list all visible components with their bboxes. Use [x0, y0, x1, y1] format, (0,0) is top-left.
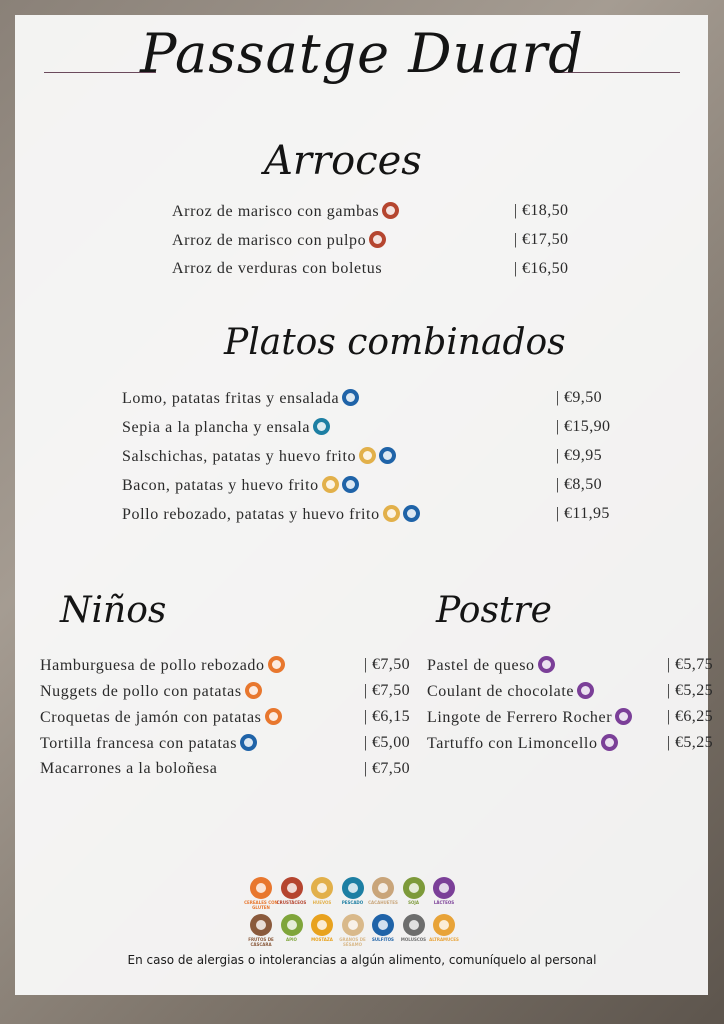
lacteos-allergen-icon	[538, 656, 555, 673]
mostaza-legend-icon	[311, 914, 333, 936]
moluscos-legend-icon	[403, 914, 425, 936]
postre-item-price: | €5,25	[667, 734, 714, 751]
sulfitos-allergen-icon	[342, 389, 359, 406]
apio-legend-icon	[281, 914, 303, 936]
section-title-postre: Postre	[436, 590, 552, 631]
dish-label: Arroz de marisco con pulpo	[172, 232, 367, 249]
altramuces-legend-label: ALTRAMUCES	[429, 937, 459, 942]
gluten-legend-icon	[250, 877, 272, 899]
mostaza-legend-label: MOSTAZA	[311, 937, 333, 942]
huevos-allergen-icon	[359, 447, 376, 464]
ninos-item-price: | €7,50	[364, 682, 411, 699]
altramuces-legend-icon	[433, 914, 455, 936]
ninos-item-price: | €6,15	[364, 708, 411, 725]
ninos-item-price: | €7,50	[364, 656, 411, 673]
dish-label: Tartuffo con Limoncello	[427, 735, 598, 752]
sulfitos-allergen-icon	[403, 505, 420, 522]
postre-item-price: | €6,25	[667, 708, 714, 725]
lacteos-allergen-icon	[615, 708, 632, 725]
ninos-item-price: | €7,50	[364, 760, 411, 777]
apio-legend-label: APIO	[286, 937, 297, 942]
platos-item-price: | €9,95	[556, 447, 603, 464]
dish-label: Lomo, patatas fritas y ensalada	[122, 390, 340, 407]
platos-item-price: | €9,50	[556, 389, 603, 406]
gluten-allergen-icon	[265, 708, 282, 725]
lacteos-allergen-icon	[577, 682, 594, 699]
platos-item-price: | €15,90	[556, 418, 611, 435]
soja-legend-icon	[403, 877, 425, 899]
dish-label: Pastel de queso	[427, 657, 535, 674]
dish-label: Croquetas de jamón con patatas	[40, 709, 262, 726]
dish-label: Sepia a la plancha y ensala	[122, 419, 311, 436]
dish-label: Coulant de chocolate	[427, 683, 575, 700]
platos-item-price: | €11,95	[556, 505, 610, 522]
ninos-item-name	[40, 656, 285, 675]
ninos-item-price: | €5,00	[364, 734, 411, 751]
huevos-allergen-icon	[322, 476, 339, 493]
arroces-item-name	[172, 231, 386, 250]
sesamo-legend-label: GRANOS DE SÉSAMO	[339, 937, 366, 947]
dish-label: Lingote de Ferrero Rocher	[427, 709, 613, 726]
sesamo-legend-icon	[342, 914, 364, 936]
crustaceos-legend-icon	[281, 877, 303, 899]
dish-label: Macarrones a la boloñesa	[40, 760, 218, 777]
platos-item-name	[122, 418, 330, 437]
dish-label: Salschichas, patatas y huevo frito	[122, 448, 357, 465]
platos-item-name	[122, 476, 359, 495]
huevos-legend-label: HUEVOS	[312, 900, 332, 905]
pescado-legend-label: PESCADO	[341, 900, 364, 905]
postre-item-name	[427, 734, 618, 753]
sulfitos-allergen-icon	[342, 476, 359, 493]
sulfitos-allergen-icon	[379, 447, 396, 464]
crustaceos-allergen-icon	[369, 231, 386, 248]
dish-label: Hamburguesa de pollo rebozado	[40, 657, 265, 674]
pescado-allergen-icon	[313, 418, 330, 435]
platos-item-name	[122, 447, 396, 466]
crustaceos-legend-label: CRUSTÁCEOS	[276, 900, 307, 905]
arroces-item-price: | €17,50	[514, 231, 569, 248]
lacteos-legend-icon	[433, 877, 455, 899]
sulfitos-allergen-icon	[240, 734, 257, 751]
arroces-item-name	[172, 202, 399, 221]
sulfitos-legend-icon	[372, 914, 394, 936]
soja-legend-label: SOJA	[408, 900, 419, 905]
gluten-allergen-icon	[268, 656, 285, 673]
dish-label: Tortilla francesa con patatas	[40, 735, 238, 752]
ninos-item-name	[40, 760, 217, 778]
section-title-arroces: Arroces	[264, 138, 422, 184]
ninos-item-name	[40, 682, 262, 701]
dish-label: Nuggets de pollo con patatas	[40, 683, 242, 700]
platos-item-name	[122, 389, 359, 408]
cacahuetes-legend-icon	[372, 877, 394, 899]
moluscos-legend-label: MOLUSCOS	[400, 937, 427, 942]
frutos_cascara-legend-label: FRUTOS DE CÁSCARA	[248, 937, 274, 947]
postre-item-name	[427, 682, 594, 701]
pescado-legend-icon	[342, 877, 364, 899]
ninos-item-name	[40, 734, 257, 753]
arroces-item-name	[172, 260, 382, 278]
lacteos-allergen-icon	[601, 734, 618, 751]
dish-label: Arroz de verduras con boletus	[172, 260, 383, 277]
arroces-item-price: | €18,50	[514, 202, 569, 219]
allergy-note: En caso de alergias o intolerancias a algún alimento, comuníquelo al personal	[127, 953, 597, 967]
section-title-ninos: Niños	[60, 590, 167, 631]
dish-label: Pollo rebozado, patatas y huevo frito	[122, 506, 380, 523]
cacahuetes-legend-label: CACAHUETES	[368, 900, 398, 905]
platos-item-price: | €8,50	[556, 476, 603, 493]
arroces-item-price: | €16,50	[514, 260, 569, 277]
postre-item-name	[427, 656, 555, 675]
frutos_cascara-legend-icon	[250, 914, 272, 936]
postre-item-price: | €5,25	[667, 682, 714, 699]
postre-item-name	[427, 708, 632, 727]
restaurant-name: Passatge Duard	[140, 22, 584, 85]
sulfitos-legend-label: SULFITOS	[372, 937, 394, 942]
postre-item-price: | €5,75	[667, 656, 714, 673]
lacteos-legend-label: LÁCTEOS	[433, 900, 455, 905]
huevos-legend-icon	[311, 877, 333, 899]
gluten-allergen-icon	[245, 682, 262, 699]
dish-label: Bacon, patatas y huevo frito	[122, 477, 319, 494]
crustaceos-allergen-icon	[382, 202, 399, 219]
section-title-platos: Platos combinados	[224, 322, 566, 363]
gluten-legend-label: CEREALES CON GLUTEN	[244, 900, 278, 910]
platos-item-name	[122, 505, 420, 524]
huevos-allergen-icon	[383, 505, 400, 522]
ninos-item-name	[40, 708, 282, 727]
dish-label: Arroz de marisco con gambas	[172, 203, 380, 220]
